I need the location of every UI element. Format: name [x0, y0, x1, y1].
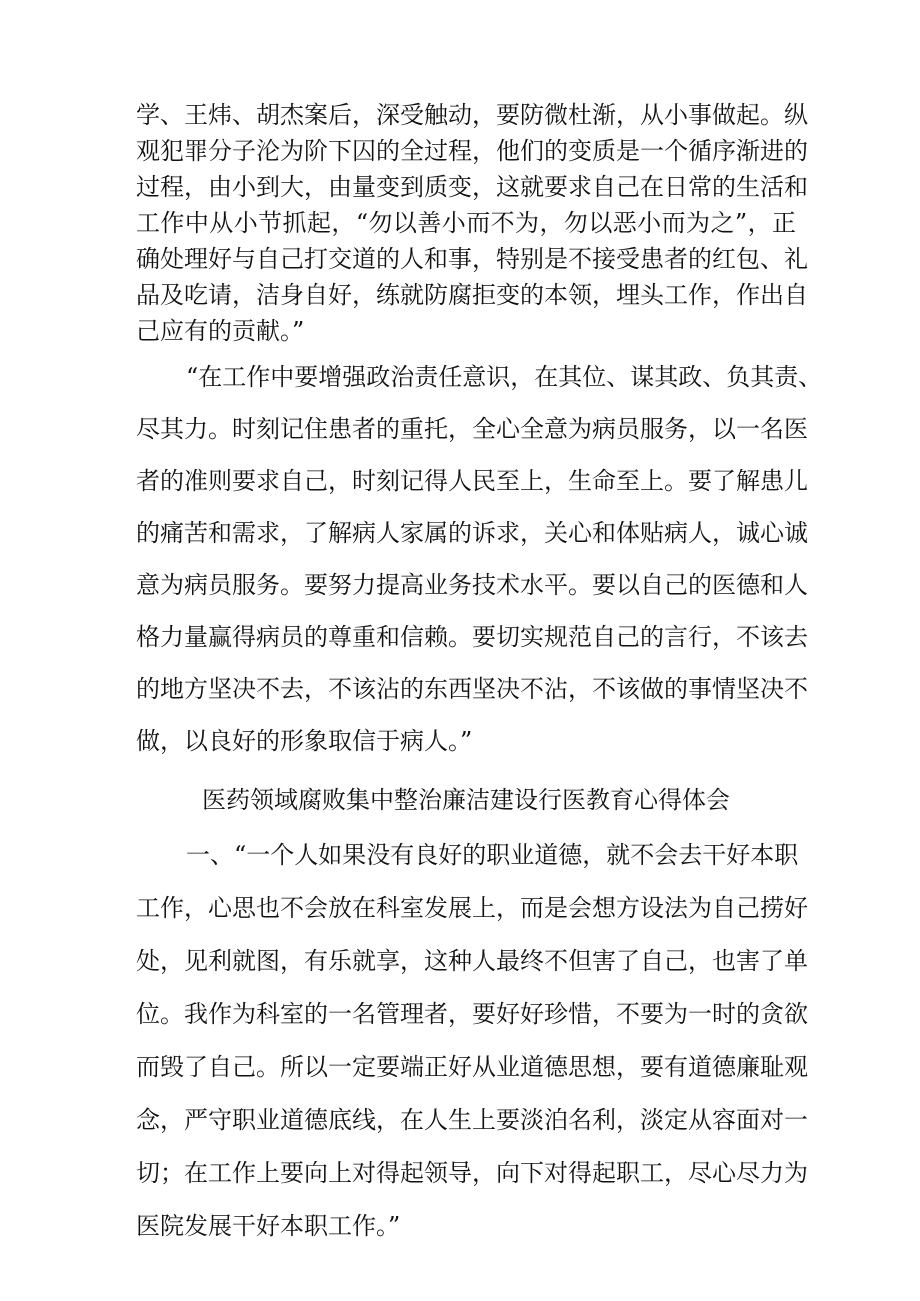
paragraph-1-line-5: 确处理好与自己打交道的人和事，特别是不接受患者的红包、礼: [136, 245, 808, 273]
paragraph-3-line-1: 一、“一个人如果没有良好的职业道德，就不会去干好本职: [186, 841, 799, 869]
paragraph-1-line-1: 学、王炜、胡杰案后，深受触动，要防微杜渐，从小事做起。纵: [136, 101, 808, 129]
paragraph-2-line-7: 的地方坚决不去，不该沾的东西坚决不沾，不该做的事情坚决不: [136, 675, 808, 703]
paragraph-2-line-5: 意为病员服务。要努力提高业务技术水平。要以自己的医德和人: [136, 571, 808, 599]
paragraph-2-line-8: 做，以良好的形象取信于病人。”: [136, 727, 473, 755]
paragraph-3-line-5: 而毁了自己。所以一定要端正好从业道德思想，要有道德廉耻观: [136, 1053, 808, 1081]
paragraph-1-line-4: 工作中从小节抓起，“勿以善小而不为，勿以恶小而为之”，正: [136, 209, 796, 237]
paragraph-1-line-6: 品及吃请，洁身自好，练就防腐拒变的本领，埋头工作，作出自: [136, 281, 808, 309]
paragraph-3-line-2: 工作，心思也不会放在科室发展上，而是会想方设法为自己捞好: [136, 894, 808, 922]
section-title: 医药领域腐败集中整治廉洁建设行医教育心得体会: [202, 786, 730, 814]
paragraph-3-line-6: 念，严守职业道德底线，在人生上要淡泊名利，淡定从容面对一: [136, 1106, 808, 1134]
paragraph-1-line-2: 观犯罪分子沦为阶下囚的全过程，他们的变质是一个循序渐进的: [136, 137, 808, 165]
paragraph-2-line-4: 的痛苦和需求，了解病人家属的诉求，关心和体贴病人，诚心诚: [136, 519, 808, 547]
paragraph-2-line-2: 尽其力。时刻记住患者的重托，全心全意为病员服务，以一名医: [136, 415, 808, 443]
paragraph-2-line-3: 者的准则要求自己，时刻记得人民至上，生命至上。要了解患儿: [136, 467, 808, 495]
paragraph-2-line-1: “在工作中要增强政治责任意识，在其位、谋其政、负其责、: [186, 363, 823, 391]
paragraph-3-line-8: 医院发展干好本职工作。”: [136, 1212, 401, 1240]
paragraph-1-line-7: 己应有的贡献。”: [136, 317, 305, 345]
paragraph-2-line-6: 格力量赢得病员的尊重和信赖。要切实规范自己的言行，不该去: [136, 623, 808, 651]
paragraph-3-line-4: 位。我作为科室的一名管理者，要好好珍惜，不要为一时的贪欲: [136, 1000, 808, 1028]
paragraph-1-line-3: 过程，由小到大，由量变到质变，这就要求自己在日常的生活和: [136, 173, 808, 201]
paragraph-3-line-3: 处，见利就图，有乐就享，这种人最终不但害了自己，也害了单: [136, 947, 808, 975]
paragraph-3-line-7: 切；在工作上要向上对得起领导，向下对得起职工，尽心尽力为: [136, 1159, 808, 1187]
